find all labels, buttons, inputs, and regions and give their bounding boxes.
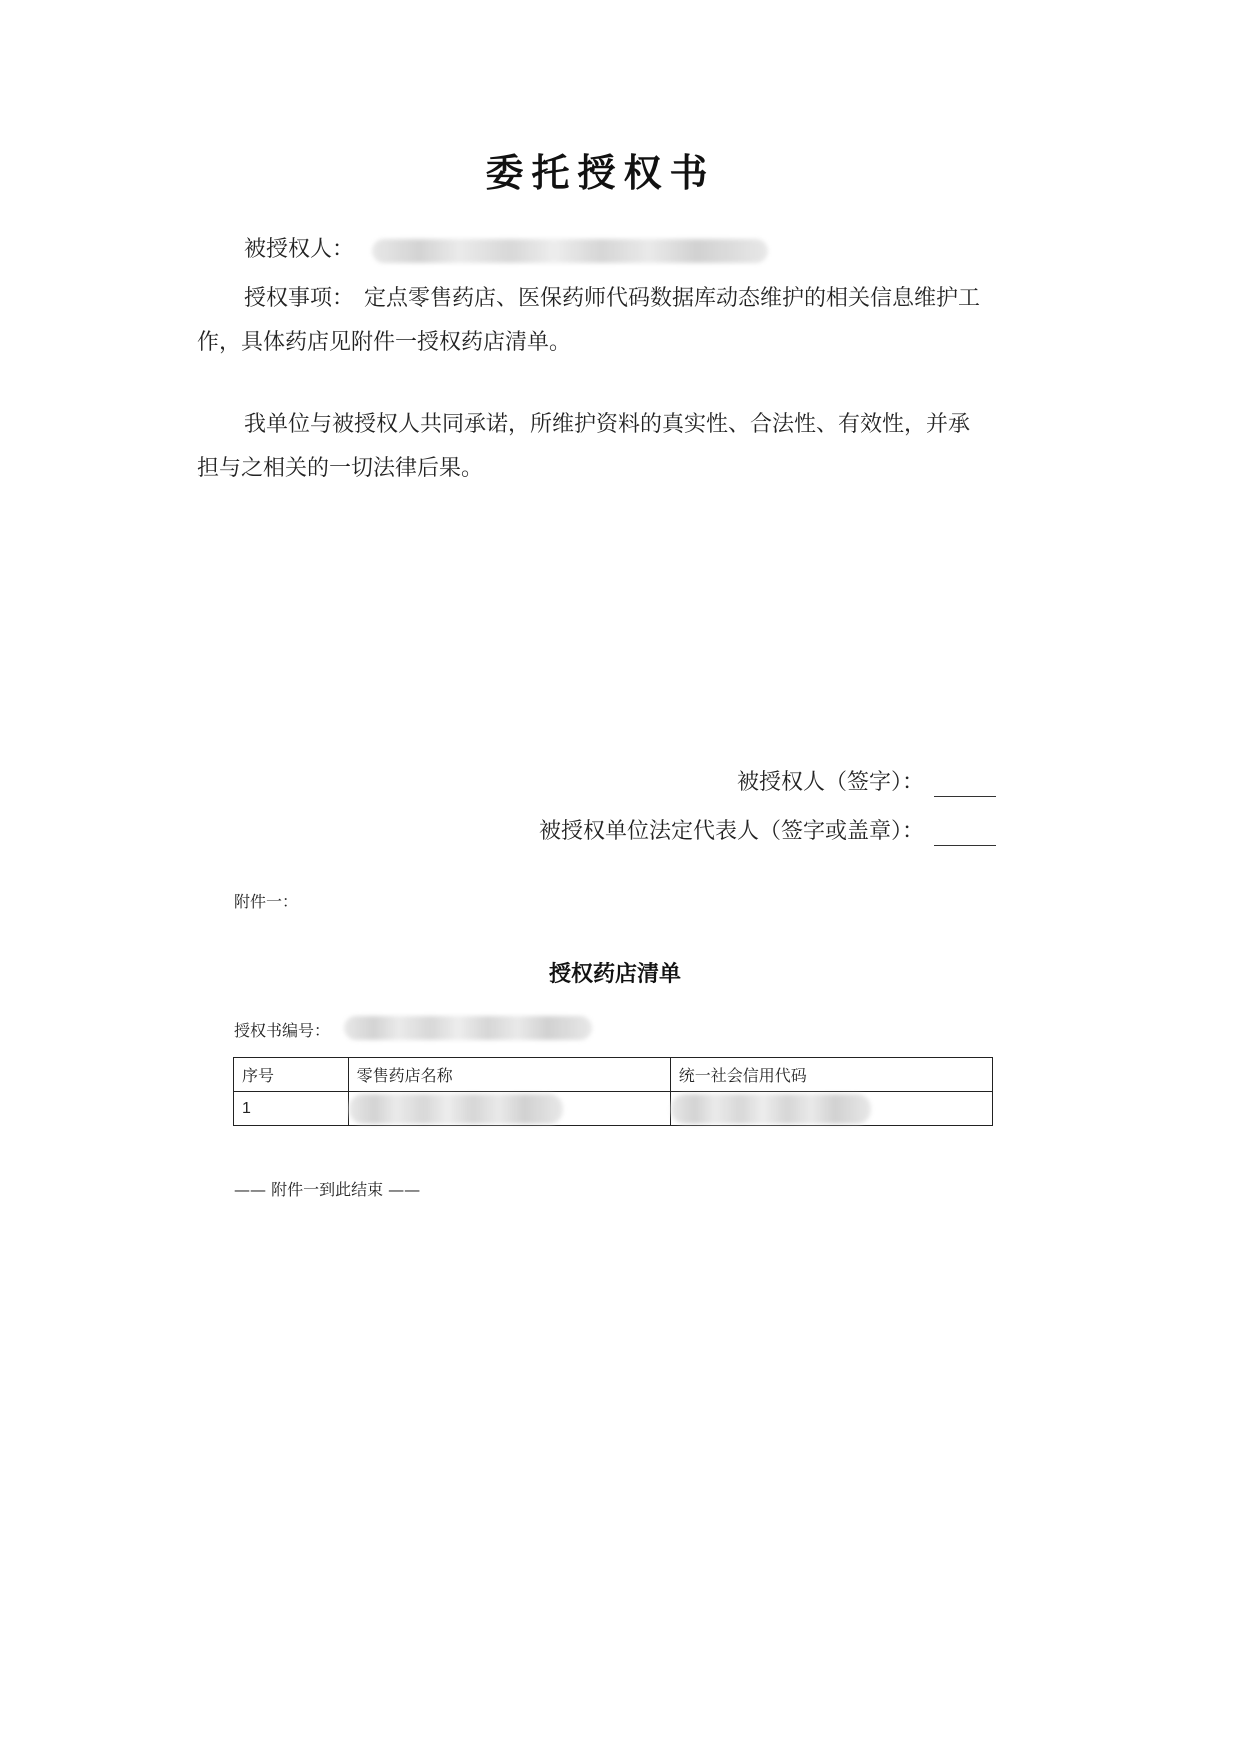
signature-grantee [737, 769, 996, 797]
table-header-cell: 零售药店名称 [348, 1058, 670, 1092]
table-cell-index: 1 [234, 1092, 349, 1126]
signature-legal-rep-line [934, 827, 996, 846]
redacted-pharmacy-name [349, 1094, 563, 1124]
table-header-row [234, 1058, 993, 1092]
grantee-label: 被授权人： [244, 237, 355, 262]
redacted-credit-code [671, 1094, 871, 1124]
table-cell-pharmacy-name [348, 1092, 670, 1126]
attachment-label: 附件一： [234, 892, 299, 911]
table-header-cell: 统一社会信用代码 [670, 1058, 992, 1092]
table-cell-credit-code [670, 1092, 992, 1126]
signature-grantee-line [934, 778, 996, 797]
matter-text-line1: 定点零售药店、医保药师代码数据库动态维护的相关信息维护工 [364, 286, 981, 311]
table-header-cell: 序号 [234, 1058, 349, 1092]
document-title: 委托授权书 [485, 151, 716, 195]
attachment-end-note: —— 附件一到此结束 —— [234, 1180, 421, 1199]
matter-text-line2: 作，具体药店见附件一授权药店清单。 [197, 330, 572, 355]
table-row [234, 1092, 993, 1126]
matter-label: 授权事项： [244, 286, 355, 311]
pharmacy-list-table [233, 1057, 993, 1126]
redacted-cert-number [344, 1016, 592, 1040]
signature-grantee-label: 被授权人（签字）： [736, 770, 924, 795]
signature-legal-rep-label: 被授权单位法定代表人（签字或盖章）： [538, 819, 924, 844]
promise-text-line1: 我单位与被授权人共同承诺，所维护资料的真实性、合法性、有效性，并承 [244, 412, 971, 437]
cert-number-label: 授权书编号： [234, 1021, 331, 1040]
promise-text-line2: 担与之相关的一切法律后果。 [197, 456, 484, 481]
signature-legal-rep [539, 818, 996, 846]
redacted-grantee-name [372, 239, 768, 263]
list-title: 授权药店清单 [548, 962, 681, 987]
